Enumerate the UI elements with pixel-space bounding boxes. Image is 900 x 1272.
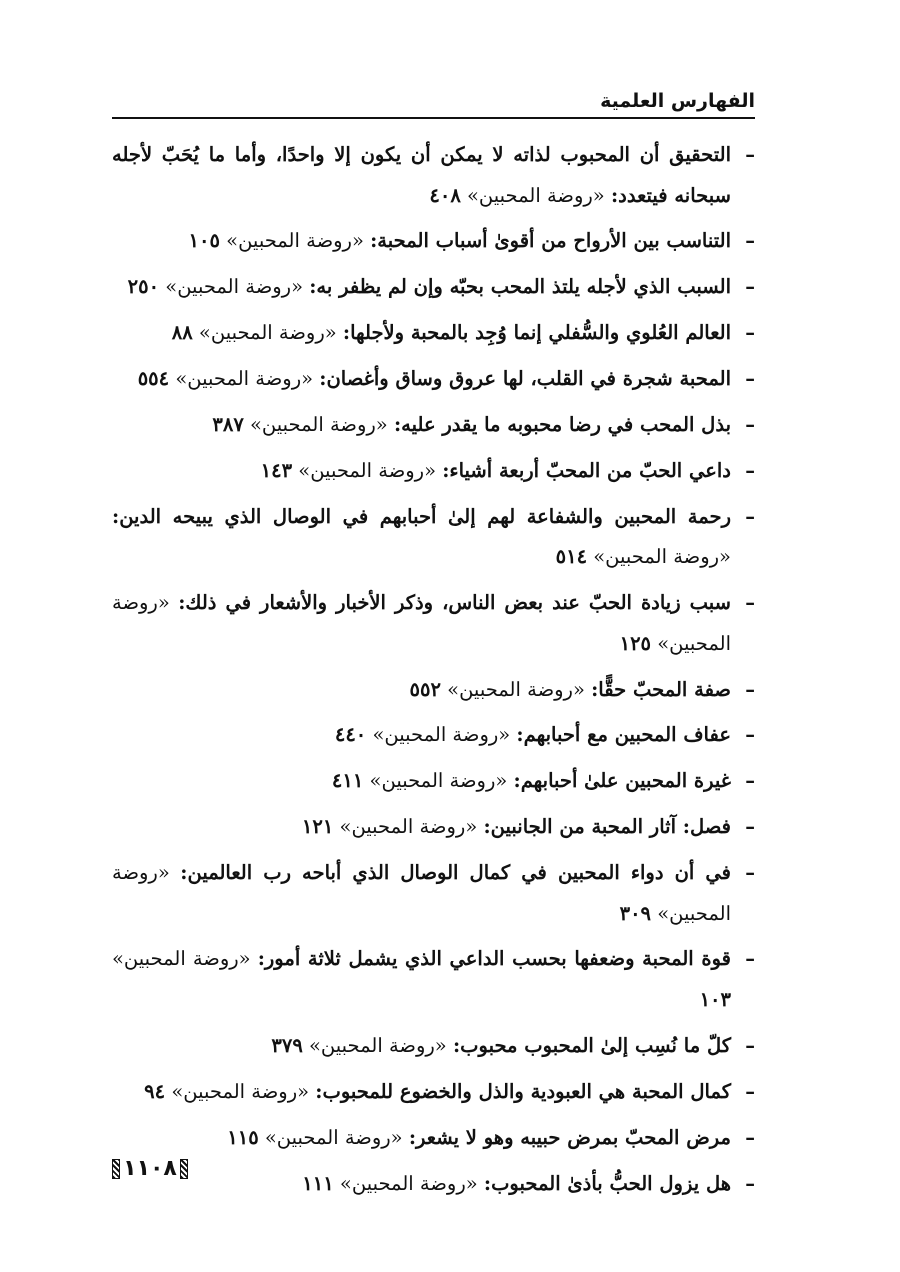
index-entry: [112, 670, 755, 711]
index-entry: [112, 1072, 755, 1113]
header-title: الفهارس العلمية: [600, 90, 755, 112]
index-entry: [112, 313, 755, 354]
index-entry: [112, 135, 755, 216]
header-rule: [112, 117, 755, 119]
entry-page: ٤٤٠: [334, 723, 367, 747]
entry-topic: فصل: آثار المحبة من الجانبين:: [483, 815, 731, 839]
entry-page: ٣٧٩: [271, 1033, 303, 1057]
entry-source: «روضة المحبين»: [264, 1125, 403, 1149]
entry-topic: داعي الحبّ من المحبّ أربعة أشياء:: [442, 458, 731, 482]
entry-page: ٤١١: [331, 769, 364, 793]
entry-topic: رحمة المحبين والشفاعة لهم إلىٰ أحبابهم في الوصال الذي يبيحه الدين:: [112, 504, 731, 528]
entry-source: «روضة المحبين»: [171, 1079, 310, 1103]
index-entry: [112, 853, 755, 934]
entry-topic: التناسب بين الأرواح من أقوىٰ أسباب المحبة:: [370, 229, 731, 253]
entry-topic: مرض المحبّ بمرض حبيبه وهو لا يشعر:: [408, 1125, 731, 1149]
entry-topic: صفة المحبّ حقًّا:: [591, 677, 731, 701]
entry-topic: بذل المحب في رضا محبوبه ما يقدر عليه:: [393, 412, 731, 436]
entry-topic: التحقيق أن المحبوب لذاته لا يمكن أن يكون إلا واحدًا، وأما ما يُحَبّ لأجله سبحانه فيتعدد:: [112, 143, 731, 207]
entry-source: «روضة المحبين»: [298, 458, 437, 482]
entry-topic: سبب زيادة الحبّ عند بعض الناس، وذكر الأخبار والأشعار في ذلك:: [178, 591, 732, 615]
index-entry: [112, 761, 755, 802]
entry-page: ١١٥: [227, 1125, 259, 1149]
entry-source: «روضة المحبين»: [165, 275, 304, 299]
entry-page: ٥٥٤: [137, 367, 170, 391]
index-entry: [112, 1118, 755, 1159]
running-header: [112, 88, 755, 118]
entry-source: «روضة المحبين»: [250, 412, 388, 436]
entry-topic: كلّ ما نُسِب إلىٰ المحبوب محبوب:: [452, 1033, 731, 1057]
entry-page: ٣٠٩: [619, 901, 652, 925]
index-entry: [112, 807, 755, 848]
entry-source: «روضة المحبين»: [175, 367, 314, 391]
index-entries: [112, 135, 755, 1209]
index-entry: [112, 359, 755, 400]
index-entry: [112, 583, 755, 664]
entry-source: «روضة المحبين»: [198, 321, 337, 345]
index-entry: [112, 715, 755, 756]
entry-source: «روضة المحبين»: [112, 861, 731, 925]
entry-source: «روضة المحبين»: [226, 229, 364, 253]
entry-source: «روضة المحبين»: [372, 723, 511, 747]
entry-source: «روضة المحبين»: [339, 1171, 478, 1195]
entry-topic: كمال المحبة هي العبودية والذل والخضوع للمحبوب:: [315, 1079, 731, 1103]
entry-topic: عفاف المحبين مع أحبابهم:: [516, 723, 731, 747]
index-entry: [112, 221, 755, 262]
page-number: ١١٠٨: [123, 1156, 177, 1181]
entry-page: ١٤٣: [260, 458, 293, 482]
entry-source: «روضة المحبين»: [112, 591, 731, 655]
index-entry: [112, 939, 755, 1020]
entry-page: ٤٠٨: [429, 183, 461, 207]
entry-page: ١١١: [302, 1171, 334, 1195]
entry-source: «روضة المحبين»: [593, 545, 731, 569]
entry-page: ١٢٥: [619, 631, 652, 655]
entry-page: ٥١٤: [555, 545, 588, 569]
entry-page: ٨٨: [171, 321, 193, 345]
entry-page: ١٢١: [301, 815, 334, 839]
index-entry: [112, 451, 755, 492]
entry-topic: المحبة شجرة في القلب، لها عروق وساق وأغصان:: [319, 367, 731, 391]
entry-page: ٥٥٢: [409, 677, 441, 701]
index-entry: [112, 1164, 755, 1205]
entry-page: ١٠٣: [699, 987, 731, 1011]
square-ornament-icon: [112, 1159, 120, 1179]
entry-source: «روضة المحبين»: [339, 815, 478, 839]
entry-source: «روضة المحبين»: [369, 769, 508, 793]
entry-topic: في أن دواء المحبين في كمال الوصال الذي أباحه رب العالمين:: [180, 861, 732, 885]
index-entry: [112, 267, 755, 308]
index-entry: [112, 497, 755, 578]
entry-page: ١٠٥: [188, 229, 220, 253]
entry-source: «روضة المحبين»: [309, 1033, 447, 1057]
entry-topic: السبب الذي لأجله يلتذ المحب بحبّه وإن لم يظفر به:: [309, 275, 731, 299]
entry-source: «روضة المحبين»: [467, 183, 605, 207]
index-entry: [112, 405, 755, 446]
entry-topic: هل يزول الحبُّ بأذىٰ المحبوب:: [483, 1171, 731, 1195]
entry-page: ٢٥٠: [127, 275, 160, 299]
entry-page: ٣٨٧: [212, 412, 244, 436]
entry-source: «روضة المحبين»: [447, 677, 585, 701]
entry-topic: العالم العُلوي والسُّفلي إنما وُجِد بالمحبة ولأجلها:: [342, 321, 731, 345]
index-entry: [112, 1026, 755, 1067]
entry-source: «روضة المحبين»: [112, 947, 251, 971]
entry-topic: قوة المحبة وضعفها بحسب الداعي الذي يشمل ثلاثة أمور:: [257, 947, 731, 971]
entry-page: ٩٤: [144, 1079, 166, 1103]
page-folio: [112, 1154, 188, 1184]
square-ornament-icon: [180, 1159, 188, 1179]
entry-topic: غيرة المحبين علىٰ أحبابهم:: [513, 769, 731, 793]
